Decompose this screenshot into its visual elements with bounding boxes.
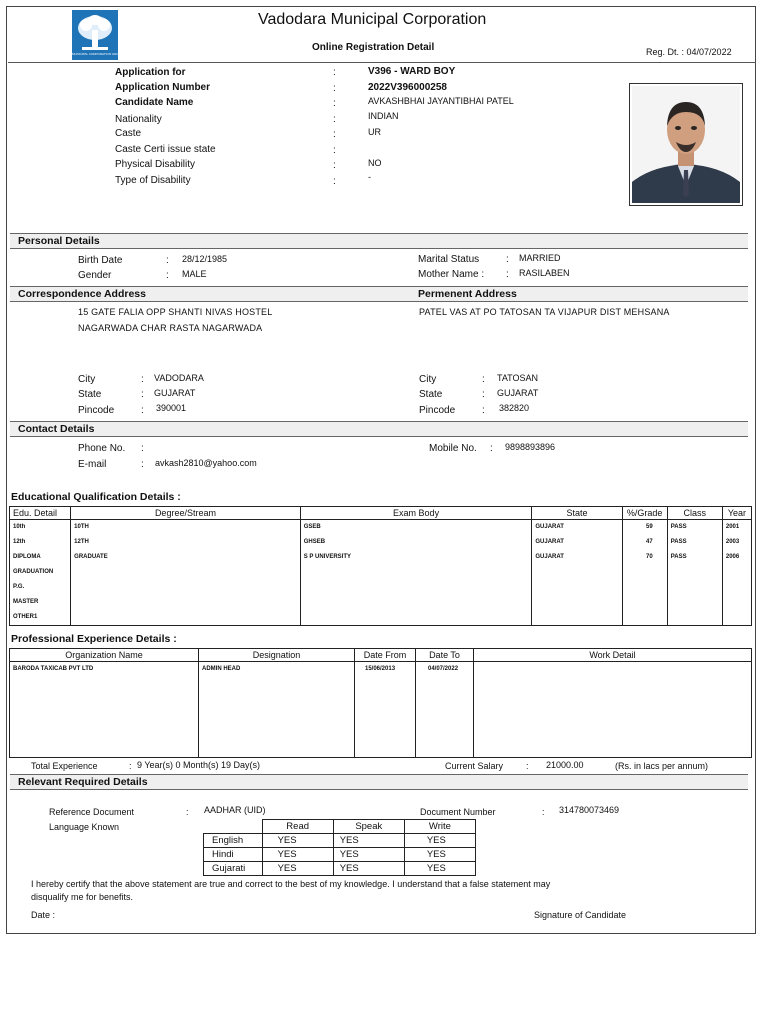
app-sep: :	[333, 98, 336, 109]
app-value: INDIAN	[368, 111, 399, 121]
lang-read: YES	[262, 848, 333, 862]
lang-header-blank	[204, 820, 263, 834]
edu-class: PASS	[670, 524, 687, 530]
edu-level: DIPLOMA	[13, 554, 41, 560]
exp-header-cell: Date From	[355, 649, 416, 662]
edu-header-cell: %/Grade	[622, 507, 667, 520]
contact-details-title: Contact Details	[18, 423, 95, 435]
experience-table	[9, 648, 752, 758]
app-sep: :	[333, 176, 336, 187]
corr-city-value: VADODARA	[154, 373, 204, 383]
lang-speak: YES	[333, 862, 404, 876]
exp-designation-cell	[199, 662, 355, 758]
form-subtitle: Online Registration Detail	[312, 42, 435, 53]
language-header-row	[204, 820, 476, 834]
app-value: NO	[368, 158, 382, 168]
app-label: Candidate Name	[115, 97, 194, 108]
edu-degree: 10TH	[74, 524, 89, 530]
lang-read: YES	[262, 862, 333, 876]
education-title: Educational Qualification Details :	[11, 491, 181, 503]
reg-date-label: Reg. Dt. :	[646, 47, 685, 57]
permanent-address-title: Permenent Address	[418, 288, 517, 300]
edu-degree-column	[71, 520, 301, 626]
exp-header-cell: Designation	[199, 649, 355, 662]
edu-grade: 47	[646, 539, 653, 545]
portrait-icon	[632, 86, 740, 203]
salary-unit: (Rs. in lacs per annum)	[615, 761, 709, 771]
corr-city-label: City	[78, 374, 96, 385]
edu-header-cell: Degree/Stream	[71, 507, 301, 520]
lang-name: Hindi	[204, 848, 263, 862]
experience-row	[10, 662, 752, 758]
relevant-details-header	[10, 774, 748, 790]
marital-sep: :	[506, 254, 509, 265]
gender-label: Gender	[78, 270, 112, 281]
lang-name: English	[204, 834, 263, 848]
edu-year-column	[722, 520, 751, 626]
exp-to-cell	[416, 662, 474, 758]
personal-details-header	[10, 233, 748, 249]
exp-header-cell: Organization Name	[10, 649, 199, 662]
mobile-label: Mobile No.	[429, 443, 477, 454]
mother-value: RASILABEN	[519, 268, 570, 278]
lang-speak: YES	[333, 848, 404, 862]
edu-level: OTHER1	[13, 614, 38, 620]
education-header-row	[10, 507, 752, 520]
edu-grade: 59	[646, 524, 653, 530]
relevant-details-title: Relevant Required Details	[18, 776, 148, 788]
doc-number-value: 314780073469	[559, 805, 620, 815]
logo-caption: MUNICIPAL CORPORATION VADODARA	[72, 52, 129, 56]
app-sep: :	[333, 67, 336, 78]
marital-label: Marital Status	[418, 254, 480, 265]
app-value: 2022V396000258	[368, 82, 447, 93]
lang-write: YES	[404, 848, 475, 862]
edu-header-cell: Class	[667, 507, 722, 520]
experience-title: Professional Experience Details :	[11, 633, 177, 645]
language-table	[203, 819, 476, 876]
doc-number-label: Document Number	[420, 807, 496, 817]
exp-header-cell: Date To	[416, 649, 474, 662]
birth-date-value: 28/12/1985	[182, 254, 228, 264]
exp-designation: ADMIN HEAD	[202, 666, 241, 672]
header-divider	[8, 62, 756, 63]
app-sep: :	[333, 114, 336, 125]
current-salary-sep: :	[526, 761, 529, 771]
mobile-sep: :	[490, 443, 493, 454]
perm-city-value: TATOSAN	[497, 373, 539, 383]
gender-sep: :	[166, 270, 169, 281]
phone-sep: :	[141, 443, 144, 454]
edu-header-cell: Year	[722, 507, 751, 520]
edu-state: GUJARAT	[535, 524, 564, 530]
ref-doc-sep: :	[186, 807, 189, 817]
reg-date	[646, 47, 732, 57]
language-known-label: Language Known	[49, 822, 120, 832]
ref-doc-value: AADHAR (UID)	[204, 805, 266, 815]
language-row	[204, 848, 476, 862]
phone-label: Phone No.	[78, 443, 126, 454]
corr-pincode-sep: :	[141, 405, 144, 416]
declaration-line2: disqualify me for benefits.	[31, 892, 134, 902]
email-label: E-mail	[78, 459, 107, 470]
edu-level: 12th	[13, 539, 26, 545]
edu-grade: 70	[646, 554, 653, 560]
education-body-row	[10, 520, 752, 626]
app-label: Caste Certi issue state	[115, 144, 216, 155]
edu-degree: GRADUATE	[74, 554, 108, 560]
gender-value: MALE	[182, 269, 207, 279]
lang-write: YES	[404, 834, 475, 848]
experience-header-row	[10, 649, 752, 662]
edu-state: GUJARAT	[535, 554, 564, 560]
edu-class: PASS	[670, 554, 687, 560]
exp-org: BARODA TAXICAB PVT LTD	[13, 666, 94, 672]
org-title: Vadodara Municipal Corporation	[258, 11, 487, 28]
perm-city-sep: :	[482, 374, 485, 385]
correspondence-address-title: Correspondence Address	[18, 288, 146, 300]
mother-sep: :	[506, 269, 509, 280]
birth-date-label: Birth Date	[78, 255, 123, 266]
ref-doc-label: Reference Document	[49, 807, 135, 817]
address-header	[10, 286, 748, 302]
email-sep: :	[141, 459, 144, 470]
edu-state: GUJARAT	[535, 539, 564, 545]
marital-value: MARRIED	[519, 253, 561, 263]
edu-body: GHSEB	[303, 539, 326, 545]
exp-header-cell: Work Detail	[474, 649, 752, 662]
doc-number-sep: :	[542, 807, 545, 817]
edu-header-cell: Edu. Detail	[10, 507, 71, 520]
exp-date-to: 04/07/2022	[428, 666, 459, 672]
lang-speak: YES	[333, 834, 404, 848]
education-table	[9, 506, 752, 626]
vmc-logo	[72, 10, 129, 60]
edu-body: GSEB	[303, 524, 321, 530]
edu-header-cell: State	[532, 507, 622, 520]
edu-year: 2003	[725, 539, 740, 545]
edu-header-cell: Exam Body	[300, 507, 532, 520]
edu-grade-column	[622, 520, 667, 626]
lang-write: YES	[404, 862, 475, 876]
app-label: Nationality	[115, 114, 162, 125]
lang-header-cell: Write	[404, 820, 475, 834]
edu-class: PASS	[670, 539, 687, 545]
app-value: AVKASHBHAI JAYANTIBHAI PATEL	[368, 96, 514, 106]
app-sep: :	[333, 145, 336, 156]
app-value: -	[368, 172, 371, 182]
date-label: Date :	[31, 910, 56, 920]
edu-body: S P UNIVERSITY	[303, 554, 352, 560]
app-value: UR	[368, 127, 381, 137]
perm-city-label: City	[419, 374, 437, 385]
perm-state-value: GUJARAT	[497, 388, 539, 398]
edu-body-column	[300, 520, 532, 626]
mother-label: Mother Name :	[418, 269, 485, 280]
lang-header-cell: Speak	[333, 820, 404, 834]
app-label: Caste	[115, 128, 142, 139]
corr-state-value: GUJARAT	[154, 388, 196, 398]
edu-year: 2001	[725, 524, 740, 530]
perm-state-label: State	[419, 389, 443, 400]
app-value: V396 - WARD BOY	[368, 66, 456, 77]
edu-class-column	[667, 520, 722, 626]
lang-read: YES	[262, 834, 333, 848]
lang-name: Gujarati	[204, 862, 263, 876]
perm-state-sep: :	[482, 389, 485, 400]
edu-level: P.G.	[13, 584, 25, 590]
app-sep: :	[333, 129, 336, 140]
app-label: Application Number	[115, 82, 211, 93]
lang-header-cell: Read	[262, 820, 333, 834]
edu-level-column	[10, 520, 71, 626]
exp-from-cell	[355, 662, 416, 758]
personal-details-title: Personal Details	[18, 235, 100, 247]
total-experience-value: 9 Year(s) 0 Month(s) 19 Day(s)	[137, 760, 261, 770]
app-label: Application for	[115, 67, 186, 78]
corr-city-sep: :	[141, 374, 144, 385]
reg-date-value: 04/07/2022	[686, 47, 732, 57]
edu-state-column	[532, 520, 622, 626]
exp-org-cell	[10, 662, 199, 758]
app-sep: :	[333, 83, 336, 94]
mobile-value: 9898893896	[505, 442, 556, 452]
corr-address-line1: 15 GATE FALIA OPP SHANTI NIVAS HOSTEL	[78, 307, 273, 317]
corr-state-label: State	[78, 389, 102, 400]
edu-degree: 12TH	[74, 539, 89, 545]
perm-pincode-sep: :	[482, 405, 485, 416]
edu-level: MASTER	[13, 599, 39, 605]
contact-details-header	[10, 421, 748, 437]
corr-state-sep: :	[141, 389, 144, 400]
candidate-photo	[629, 83, 743, 206]
language-row	[204, 862, 476, 876]
perm-pincode-label: Pincode	[419, 405, 456, 416]
language-row	[204, 834, 476, 848]
current-salary-label: Current Salary	[445, 761, 504, 771]
corr-address-line2: NAGARWADA CHAR RASTA NAGARWADA	[78, 323, 263, 333]
corr-pincode-label: Pincode	[78, 405, 115, 416]
edu-year: 2006	[725, 554, 740, 560]
total-experience-label: Total Experience	[31, 761, 98, 771]
corr-pincode-value: 390001	[156, 403, 187, 413]
perm-address-line1: PATEL VAS AT PO TATOSAN TA VIJAPUR DIST MEHSANA	[419, 307, 670, 317]
email-value: avkash2810@yahoo.com	[155, 458, 257, 468]
perm-pincode-value: 382820	[499, 403, 530, 413]
app-label: Type of Disability	[115, 175, 191, 186]
birth-date-sep: :	[166, 255, 169, 266]
total-experience-sep: :	[129, 761, 132, 771]
edu-level: GRADUATION	[13, 569, 54, 575]
exp-work-cell	[474, 662, 752, 758]
signature-label: Signature of Candidate	[534, 910, 627, 920]
exp-date-from: 15/06/2013	[365, 666, 396, 672]
app-sep: :	[333, 160, 336, 171]
app-label: Physical Disability	[115, 159, 196, 170]
exp-work-detail	[474, 662, 751, 677]
declaration-line1: I hereby certify that the above statement are true and correct to the best of my knowledge. I understand that a false statement may	[31, 879, 551, 889]
edu-level: 10th	[13, 524, 26, 530]
current-salary-value: 21000.00	[546, 760, 584, 770]
